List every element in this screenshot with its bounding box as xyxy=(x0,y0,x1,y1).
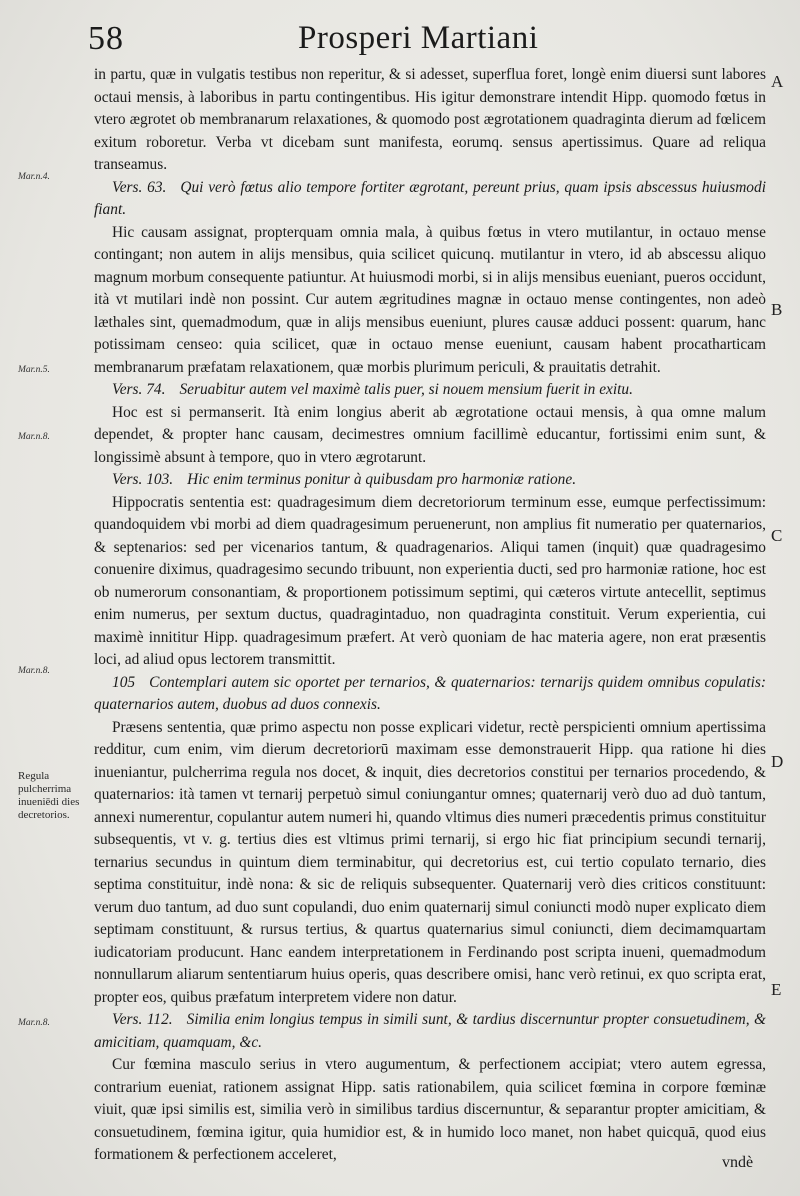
verse-text: Contemplari autem sic oportet per ternarios, & quaternarios: ternarijs quidem omnibus copulatis: quaternarios autem, duobus ad duos connexis. xyxy=(94,673,766,713)
verse-number: Vers. 103. xyxy=(112,471,174,488)
section-letter-c: C xyxy=(771,526,783,545)
margin-note: Regula pulcherrima inueniēdi dies decretorios. xyxy=(18,770,80,821)
verse-number: Vers. 63. xyxy=(112,178,167,196)
section-letter-b: B xyxy=(771,300,783,319)
verse-number: Vers. 74. xyxy=(112,381,166,398)
commentary-paragraph: Hic causam assignat, propterquam omnia mala, à quibus fœtus in vtero mutilantur, in octauo mense contingant; non autem in alijs mensibus, quia scilicet quicunq. mutilantur in vtero, id ab abscessu aliquo magnum morbum consequente patiuntur. At huiusmodi morbi, si in alijs mensibus eueniant, pueros occidunt, ità vt mutilari indè non possint. Cur autem ægritudines magnæ in octauo mense contingentes, non adeò læthales sint, quemadmodum, quæ in alijs mensibus eueniunt, plures causæ adduci possent: quarum, hanc potissimam censeo: quia scilicet, quæ in octauo mense eueniunt, causam habent procatharticam membranarum præfatam relaxationem, quæ morbis plurimum periculi, & prauitatis detrahit. xyxy=(94,223,766,376)
page-header xyxy=(0,14,800,64)
verse-quote xyxy=(94,469,766,492)
section-letter-d: D xyxy=(771,752,784,771)
verse-text: Similia enim longius tempus in simili sunt, & tardius discernuntur propter consuetudinem, & amicitiam, quamquam, &c. xyxy=(94,1011,766,1051)
verse-text: Seruabitur autem vel maximè talis puer, si nouem mensium fuerit in exitu. xyxy=(179,381,633,398)
verse-text: Hic enim terminus ponitur à quibusdam pro harmoniæ ratione. xyxy=(187,471,577,488)
margin-reference: Mar.n.8. xyxy=(18,1018,50,1028)
margin-reference: Mar.n.4. xyxy=(18,172,50,182)
verse-quote xyxy=(94,672,766,717)
margin-reference: Mar.n.8. xyxy=(18,432,50,442)
commentary-paragraph: Cur fœmina masculo serius in vtero augumentum, & perfectionem accipiat; vtero autem egressa, contrarium eueniat, rationem assignat Hipp. satis rationabilem, quia scilicet fœmina in corpore fœminæ viuit, quæ ipsi similis est, similia verò in similibus tardius discernuntur, & separantur propter amicitiam, & consuetudinem, fœmina igitur, quia humidior est, & in humido loco manet, non habet quicquā, quod eius formationem & perfectionem acceleret, xyxy=(94,1056,766,1163)
verse-number: Vers. 112. xyxy=(112,1011,173,1028)
verse-quote xyxy=(94,1009,766,1054)
page-number: 58 xyxy=(88,20,124,57)
margin-reference: Mar.n.5. xyxy=(18,365,50,375)
body-text xyxy=(94,64,766,1167)
section-letter-e: E xyxy=(771,980,782,999)
margin-reference: Mar.n.8. xyxy=(18,666,50,676)
running-title: Prosperi Martiani xyxy=(298,20,539,56)
verse-quote xyxy=(94,177,766,222)
commentary-paragraph: in partu, quæ in vulgatis testibus non reperitur, & si adesset, superflua foret, longè enim diuersi sunt labores octaui mensis, à laboribus in partu contingentibus. His igitur demonstrare intendit Hipp. quomodo fœtus in vtero ægrotet ob membranarum relaxationes, & quomodo post ægrotationem quadraginta dierum ad fœlicem exitum roboretur. Verba vt dicebam sunt manifesta, eorumq. sensus apertissimus. Quare ad reliqua transeamus. xyxy=(94,66,766,173)
commentary-paragraph: Hippocratis sententia est: quadragesimum diem decretoriorum terminum esse, eumque perfectissimum: quandoquidem vbi morbi ad diem quadragesimum peruenerunt, non amplius fit numeratio per quaternarios, & septenarios: sed per vicenarios tantum, & quadragenarios. Aliqui tamen (inquit) quæ quadragesimo conuenire diximus, quadragesimo secundo tribuunt, non experientia ducti, sed pro harmoniæ ratione, hoc est ob numerorum consonantiam, & proportionem potissimum septimi, qui cæteros virtute antecellit, septimus enim numerus, per sextum ductus, quadragintaduo, non quadraginta constituit. Verum experientia, cui maximè innititur Hipp. quadragesimum præfert. At verò quoniam de hac materia agere, non erat præsentis loci, ad aliud opus lectorem transmittit. xyxy=(94,493,766,668)
verse-text: Qui verò fœtus alio tempore fortiter ægrotant, pereunt prius, quam ipsis abscessus huiusmodi fiant. xyxy=(94,178,766,218)
commentary-paragraph: Præsens sententia, quæ primo aspectu non posse explicari videtur, rectè perspicienti omnium apertissima redditur, cum enim, vim dierum decretoriorū maximam esse demonstrauerit Hipp. qua ratione hi dies inueniantur, pulcherrima regula nos docet, & inquit, dies decretorios constitui per ternarios procedendo, & quaternarios: ità tamen vt ternarij perpetuò simul coniungantur omnes; quaternarij verò duo ad duò tantum, annexi numerentur, copulantur autem numeri hi, quando vltimus dies numeri præcedentis primus constituitur subsequentis, vt v. g. tertius dies est vltimus primi ternarij, si ergo hic fiat principium secundi ternarij, ternarius secundus in quintum diem terminabitur, qui decretorius est, cui tertio copulato ternario, dies septima constituitur, indè nona: & sic de reliquis subsequenter. Quaternarij verò dies criticos constituunt: verum duo tantum, ad duo sunt copulandi, duo enim quaternarij simul coniuncti modò nuper explicato diem septimam constituunt, & rursus tertius, & quartus quaternarius simul coniuncti, diem decimamquartam iudicatoriam producunt. Hanc eandem interpretationem in Ferdinando post scripta inueni, quemadmodum nonnullarum aliarum sententiarum huius operis, quas describere omisi, hanc verò retinui, ex quo scripta erat, propter eos, quibus præfatum interpretem videre non datur. xyxy=(94,718,766,1006)
verse-number: 105 xyxy=(112,673,136,691)
section-letter-a: A xyxy=(771,72,784,91)
verse-quote xyxy=(94,379,766,402)
catchword: vndè xyxy=(722,1154,754,1171)
commentary-paragraph: Hoc est si permanserit. Ità enim longius aberit ab ægrotatione octaui mensis, à qua omne malum dependet, & propter hanc causam, decimestres omnium facillimè educantur, fortissimi enim sunt, & longissimè absunt à tempore, quo in vtero ægrotarunt. xyxy=(94,403,766,466)
